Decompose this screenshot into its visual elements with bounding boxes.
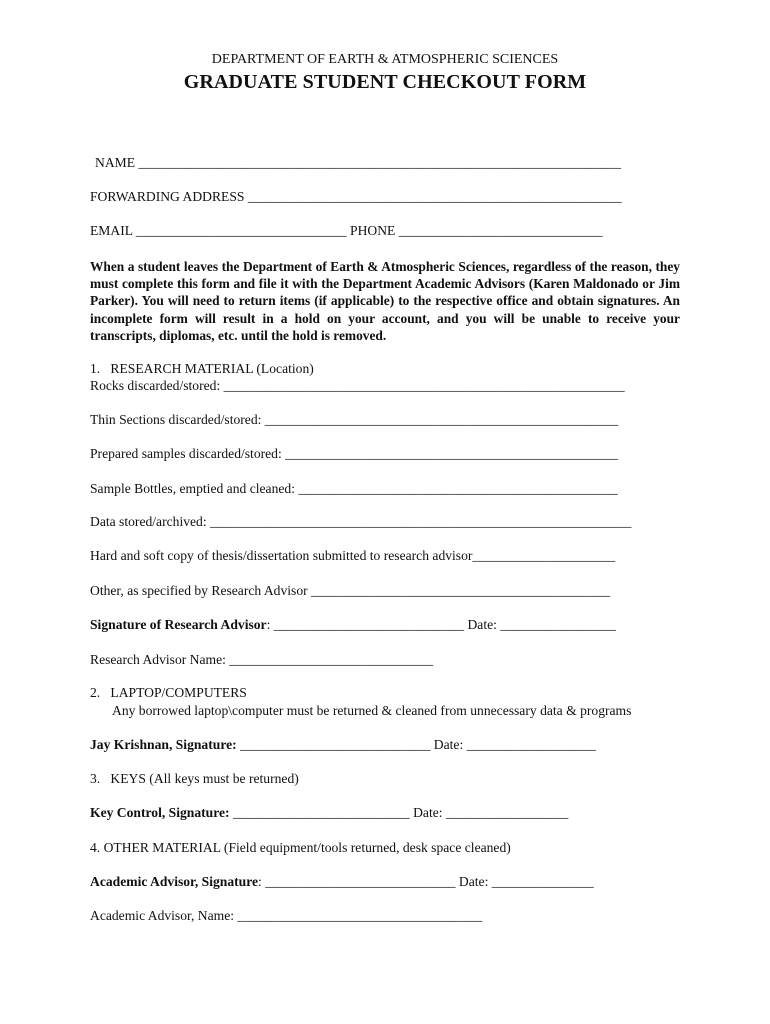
- department-heading: DEPARTMENT OF EARTH & ATMOSPHERIC SCIENCES: [211, 52, 559, 67]
- forwarding-address-field[interactable]: FORWARDING ADDRESS _______________________________________________________: [90, 189, 622, 204]
- research-advisor-name-field[interactable]: Research Advisor Name: ______________________________: [90, 652, 434, 667]
- section2-heading: 2. LAPTOP/COMPUTERS: [90, 685, 247, 700]
- laptop-signature-label: Jay Krishnan, Signature:: [90, 737, 237, 752]
- thin-sections-field[interactable]: Thin Sections discarded/stored: ____________________________________________________: [90, 412, 619, 427]
- research-advisor-signature-label: Signature of Research Advisor: [90, 617, 267, 632]
- prepared-samples-field[interactable]: Prepared samples discarded/stored: _________________________________________________: [90, 446, 619, 461]
- form-title: GRADUATE STUDENT CHECKOUT FORM: [183, 71, 587, 93]
- sample-bottles-field[interactable]: Sample Bottles, emptied and cleaned: _______________________________________________: [90, 481, 618, 496]
- section3-heading: 3. KEYS (All keys must be returned): [90, 771, 299, 786]
- key-control-signature-line[interactable]: __________________________ Date: __________________: [229, 805, 569, 820]
- name-field[interactable]: NAME _______________________________________________________________________: [95, 155, 622, 170]
- key-control-signature-label: Key Control, Signature:: [90, 805, 230, 820]
- laptop-signature-line[interactable]: ____________________________ Date: ___________________: [236, 737, 596, 752]
- academic-advisor-signature-line[interactable]: : ____________________________ Date: _______________: [258, 874, 594, 889]
- laptop-note: Any borrowed laptop\computer must be returned & cleaned from unnecessary data & programs: [112, 703, 632, 718]
- instructions-paragraph: When a student leaves the Department of Earth & Atmospheric Sciences, regardless of the reason, they must complete this form and file it with the Department Academic Advisors (Karen Maldonado or Jim Parker). You will need to return items (if applicable) to the respective office and obtain signatures. An incomplete form will result in a hold on your account, and you will be unable to receive your transcripts, diplomas, etc. until the hold is removed.: [90, 259, 680, 343]
- research-advisor-signature-line[interactable]: : ____________________________ Date: _________________: [266, 617, 616, 632]
- rocks-field[interactable]: Rocks discarded/stored: ___________________________________________________________: [90, 378, 625, 393]
- email-phone-field[interactable]: EMAIL _______________________________ PHONE ______________________________: [90, 223, 603, 238]
- academic-advisor-name-field[interactable]: Academic Advisor, Name: ____________________________________: [90, 908, 483, 923]
- other-research-field[interactable]: Other, as specified by Research Advisor ____________________________________________: [90, 583, 611, 598]
- section4-heading: 4. OTHER MATERIAL (Field equipment/tools returned, desk space cleaned): [90, 840, 511, 855]
- data-stored-field[interactable]: Data stored/archived: ______________________________________________________________: [90, 514, 632, 529]
- laptop-signature-row[interactable]: [90, 737, 596, 753]
- academic-advisor-signature-label: Academic Advisor, Signature: [90, 874, 259, 889]
- section1-heading: 1. RESEARCH MATERIAL (Location): [90, 361, 314, 376]
- thesis-copy-field[interactable]: Hard and soft copy of thesis/dissertation submitted to research advisor_____________________: [90, 548, 616, 563]
- key-control-signature-row[interactable]: [90, 805, 568, 821]
- research-advisor-signature-row[interactable]: [90, 617, 616, 633]
- academic-advisor-signature-row[interactable]: [90, 874, 594, 890]
